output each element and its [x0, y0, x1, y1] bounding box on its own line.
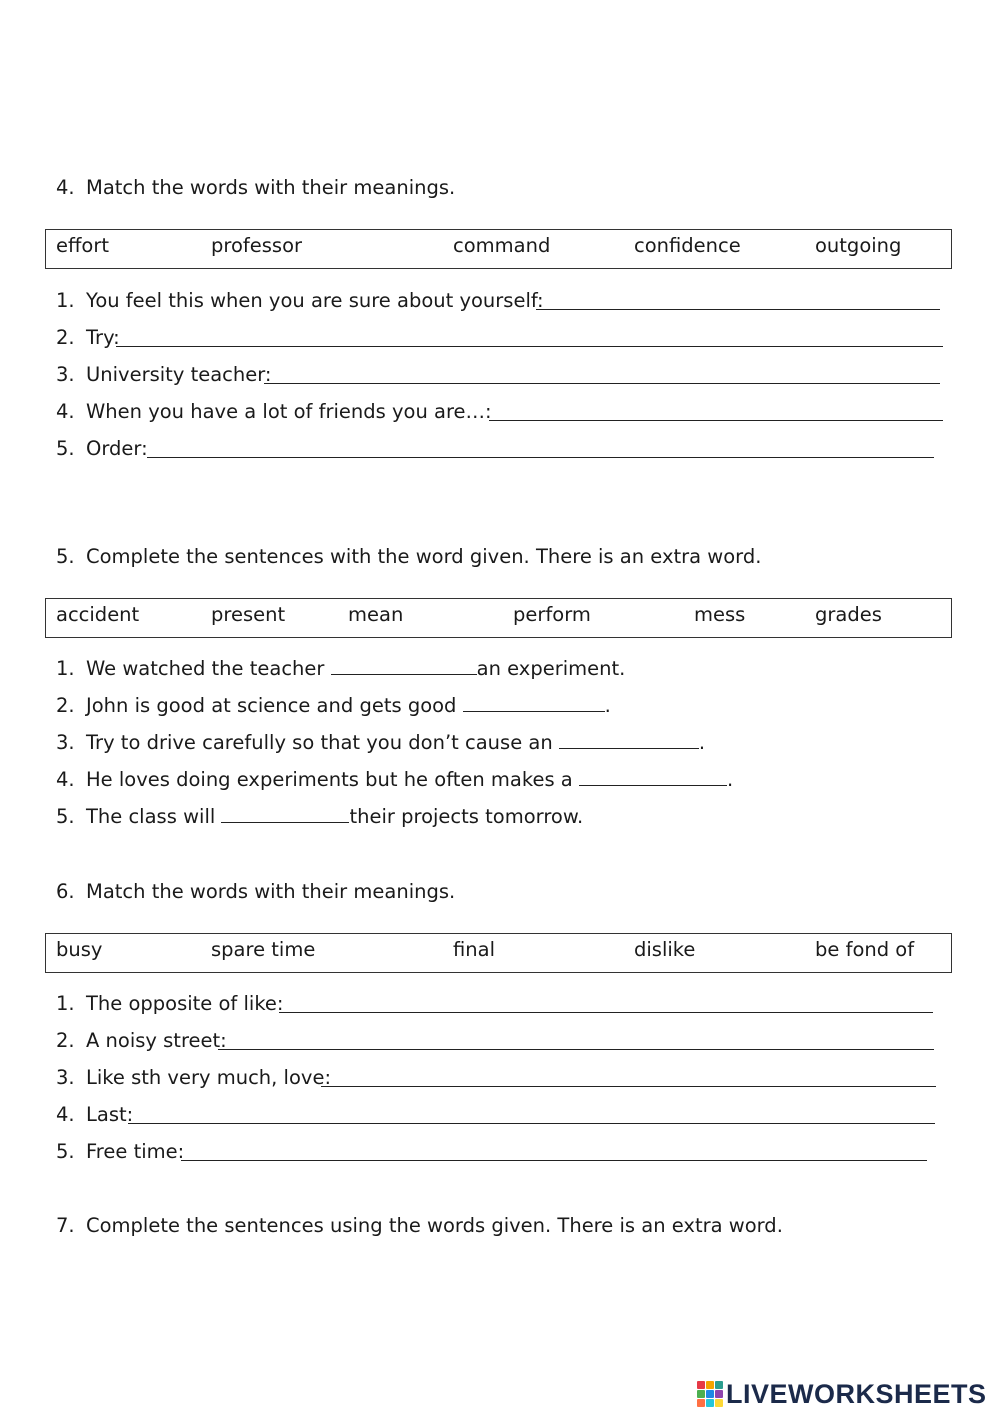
item-number: 1.	[56, 289, 75, 312]
sentence-start: The class will	[86, 805, 222, 828]
logo-tile	[706, 1381, 714, 1389]
item-number: 3.	[56, 363, 75, 386]
section-6-number: 6.	[56, 880, 75, 903]
item-sentence	[86, 805, 583, 829]
word-bank-item: busy	[56, 938, 103, 961]
word-bank-item: professor	[211, 234, 303, 257]
item-sentence	[86, 731, 705, 755]
item-sentence	[86, 768, 733, 792]
answer-line[interactable]	[116, 346, 943, 347]
item-text: Like sth very much, love:	[86, 1066, 332, 1089]
logo-tile	[715, 1399, 723, 1407]
item-sentence	[86, 657, 625, 681]
sentence-end: an experiment.	[476, 657, 626, 680]
sentence-start: John is good at science and gets good	[86, 694, 463, 717]
item-number: 1.	[56, 992, 75, 1015]
logo-tile	[715, 1381, 723, 1389]
sentence-start: Try to drive carefully so that you don’t cause an	[86, 731, 559, 754]
item-text: Order:	[86, 437, 148, 460]
section-7-title: Complete the sentences using the words given. There is an extra word.	[86, 1214, 783, 1237]
item-text: A noisy street:	[86, 1029, 227, 1052]
word-bank-item: accident	[56, 603, 140, 626]
word-bank-item: dislike	[634, 938, 696, 961]
answer-line[interactable]	[489, 420, 943, 421]
logo-tile	[706, 1390, 714, 1398]
section-5-word-box	[45, 598, 952, 638]
item-number: 3.	[56, 1066, 75, 1089]
item-number: 1.	[56, 657, 75, 680]
item-text: The opposite of like:	[86, 992, 284, 1015]
word-bank-item: effort	[56, 234, 110, 257]
item-text: University teacher:	[86, 363, 272, 386]
section-6-word-box	[45, 933, 952, 973]
logo-tile	[715, 1390, 723, 1398]
item-text: Free time:	[86, 1140, 185, 1163]
word-bank-item: present	[211, 603, 286, 626]
sentence-end: .	[604, 694, 611, 717]
section-5-title: Complete the sentences with the word given. There is an extra word.	[86, 545, 762, 568]
answer-blank[interactable]	[559, 731, 699, 749]
sentence-start: We watched the teacher	[86, 657, 331, 680]
answer-line[interactable]	[128, 1123, 935, 1124]
word-bank-item: mess	[694, 603, 746, 626]
item-text: Try:	[86, 326, 120, 349]
word-bank-item: final	[453, 938, 496, 961]
section-4-number: 4.	[56, 176, 75, 199]
item-number: 5.	[56, 805, 75, 828]
item-text: Last:	[86, 1103, 134, 1126]
section-6-title: Match the words with their meanings.	[86, 880, 456, 903]
liveworksheets-logo-icon	[697, 1381, 723, 1407]
sentence-end: .	[698, 731, 706, 754]
logo-tile	[697, 1399, 705, 1407]
item-number: 2.	[56, 1029, 75, 1052]
item-sentence	[86, 694, 611, 718]
section-5-number: 5.	[56, 545, 75, 568]
logo-tile	[706, 1399, 714, 1407]
item-text: When you have a lot of friends you are…:	[86, 400, 492, 423]
item-number: 4.	[56, 400, 75, 423]
word-bank-item: perform	[513, 603, 591, 626]
answer-blank[interactable]	[221, 805, 349, 823]
word-bank-item: confidence	[634, 234, 741, 257]
item-number: 5.	[56, 1140, 75, 1163]
liveworksheets-logo[interactable]	[697, 1377, 987, 1411]
item-number: 4.	[56, 1103, 75, 1126]
section-7-number: 7.	[56, 1214, 75, 1237]
item-number: 4.	[56, 768, 75, 791]
answer-line[interactable]	[218, 1049, 934, 1050]
answer-line[interactable]	[181, 1160, 927, 1161]
word-bank-item: be fond of	[815, 938, 915, 961]
logo-text: LIVEWORKSHEETS	[726, 1378, 987, 1409]
word-bank-item: spare time	[211, 938, 316, 961]
answer-line[interactable]	[279, 1012, 933, 1013]
word-bank-item: command	[453, 234, 551, 257]
answer-blank[interactable]	[463, 694, 605, 712]
logo-tile	[697, 1381, 705, 1389]
answer-blank[interactable]	[579, 768, 727, 786]
word-bank-item: grades	[815, 603, 882, 626]
answer-line[interactable]	[536, 309, 940, 310]
sentence-start: He loves doing experiments but he often makes a	[86, 768, 579, 791]
word-bank-item: outgoing	[815, 234, 902, 257]
section-4-title: Match the words with their meanings.	[86, 176, 456, 199]
item-text: You feel this when you are sure about yourself:	[86, 289, 544, 312]
item-number: 5.	[56, 437, 75, 460]
sentence-end: their projects tomorrow.	[349, 805, 584, 828]
logo-tile	[697, 1390, 705, 1398]
answer-blank[interactable]	[331, 657, 477, 675]
item-number: 2.	[56, 694, 75, 717]
answer-line[interactable]	[147, 457, 934, 458]
item-number: 2.	[56, 326, 75, 349]
answer-line[interactable]	[321, 1086, 936, 1087]
section-4-word-box	[45, 229, 952, 269]
answer-line[interactable]	[264, 383, 940, 384]
word-bank-item: mean	[348, 603, 404, 626]
sentence-end: .	[726, 768, 734, 791]
item-number: 3.	[56, 731, 75, 754]
